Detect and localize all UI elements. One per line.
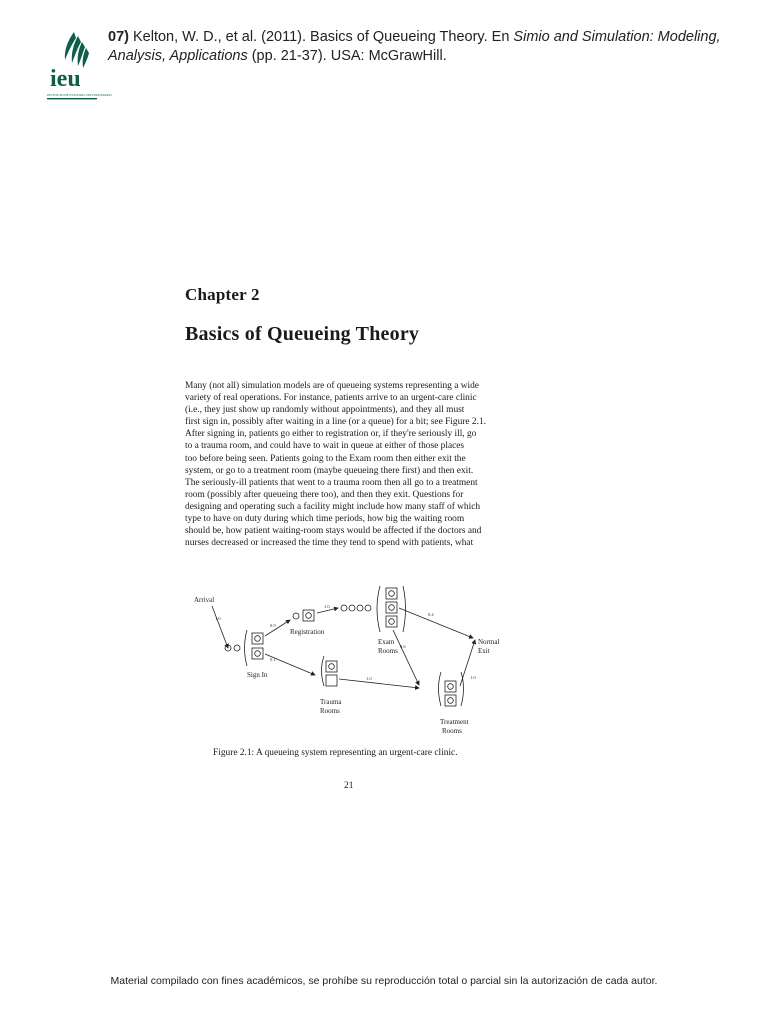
bracket (377, 586, 380, 632)
footer-notice: Material compilado con fines académicos, se prohíbe su reproducción total o parcial sin la autorización de cada autor. (110, 975, 658, 987)
label-registration: Registration (290, 628, 325, 636)
server-box-empty (326, 675, 337, 686)
arrow-exam-treatment (393, 630, 419, 685)
bracket (245, 630, 248, 666)
bracket (403, 586, 406, 632)
label-arrival: Arrival (194, 596, 215, 604)
eagle-wing-logo-icon (44, 30, 112, 106)
body-line: too before being seen. Patients going to the Exam room then either exit the (185, 453, 466, 464)
citation (108, 28, 748, 66)
ieu-logo (44, 30, 112, 106)
body-line: After signing in, patients go either to registration or, if they're seriously ill, go (185, 429, 477, 440)
logo-subtext: INSTITUTO DE ESTUDIOS UNIVERSITARIOS (47, 93, 112, 97)
prob-trauma: 0.1 (270, 657, 276, 662)
body-line: should be, how patient waiting-room stays would be affected if the doctors and (185, 526, 482, 537)
body-line: designing and operating such a facility might include how many staff of which (185, 501, 481, 512)
prob-treatment-exit: 1.0 (470, 675, 476, 680)
prob-reg-exam: 1.0 (324, 604, 330, 609)
body-line: variety of real operations. For instance, patients arrive to an urgent-care clinic (185, 393, 477, 404)
chapter-body-text (185, 380, 513, 549)
citation-publisher: (pp. 21-37). USA: McGrawHill. (247, 48, 447, 64)
body-line: (i.e., they just show up randomly without appointments), and they all must (185, 405, 465, 416)
label-exam: Exam (378, 638, 395, 646)
body-line: system, or go to a treatment room (maybe queueing there first) and then exit. (185, 465, 474, 476)
label-trauma: Trauma (320, 698, 342, 706)
label-trauma-rooms: Rooms (320, 707, 340, 715)
logo-text: ieu (50, 66, 81, 92)
body-line: nurses decreased or increased the time they tend to spend with patients, what (185, 538, 474, 549)
label-treatment: Treatment (440, 718, 469, 726)
citation-book-title: Simio and Simulation: Modeling, Analysis, Applications (108, 29, 721, 64)
body-line: to a trauma room, and could have to wait in queue at either of those places (185, 441, 465, 452)
label-treatment-rooms: Rooms (442, 727, 462, 735)
server-box (303, 610, 314, 621)
queueing-diagram (190, 582, 520, 742)
prob-registration: 0.9 (270, 623, 276, 628)
arrow-trauma-treatment (339, 679, 419, 688)
chapter-label: Chapter 2 (185, 285, 260, 304)
body-line: room (possibly after queueing there too), and then they exit. Questions for (185, 489, 464, 500)
bracket (322, 656, 325, 686)
arrow-exam-exit (399, 608, 473, 638)
label-exit: Exit (478, 647, 490, 655)
page-number: 21 (344, 781, 354, 791)
bracket (439, 672, 442, 706)
prob-arrival: 1.0 (215, 616, 221, 621)
queue-circle (234, 645, 240, 651)
body-line: Many (not all) simulation models are of queueing systems representing a wide (185, 381, 479, 391)
figure-caption: Figure 2.1: A queueing system representing an urgent-care clinic. (213, 748, 458, 758)
arrow-arrival (212, 606, 228, 648)
label-signin: Sign In (247, 671, 268, 679)
citation-number: 07) (108, 29, 129, 45)
label-normal: Normal (478, 638, 500, 646)
citation-authors: Kelton, W. D., et al. (2011). Basics of Queueing Theory. En (133, 29, 514, 45)
arrow-to-registration (265, 620, 290, 636)
body-line: type to have on duty during which time periods, how big the waiting room (185, 514, 465, 525)
body-line: The seriously-ill patients that went to a trauma room then all go to a treatment (185, 477, 478, 488)
server-box (252, 648, 263, 659)
scanned-page (185, 285, 525, 549)
chapter-title: Basics of Queueing Theory (185, 323, 420, 345)
prob-trauma-treatment: 1.0 (366, 676, 372, 681)
body-line: first sign in, possibly after waiting in a line (or a queue) for a bit; see Figure 2.1. (185, 417, 486, 428)
label-exam-rooms: Rooms (378, 647, 398, 655)
prob-exam-exit: 0.4 (428, 612, 434, 617)
server-box (252, 633, 263, 644)
prob-exam-treatment: 0.6 (400, 644, 406, 649)
